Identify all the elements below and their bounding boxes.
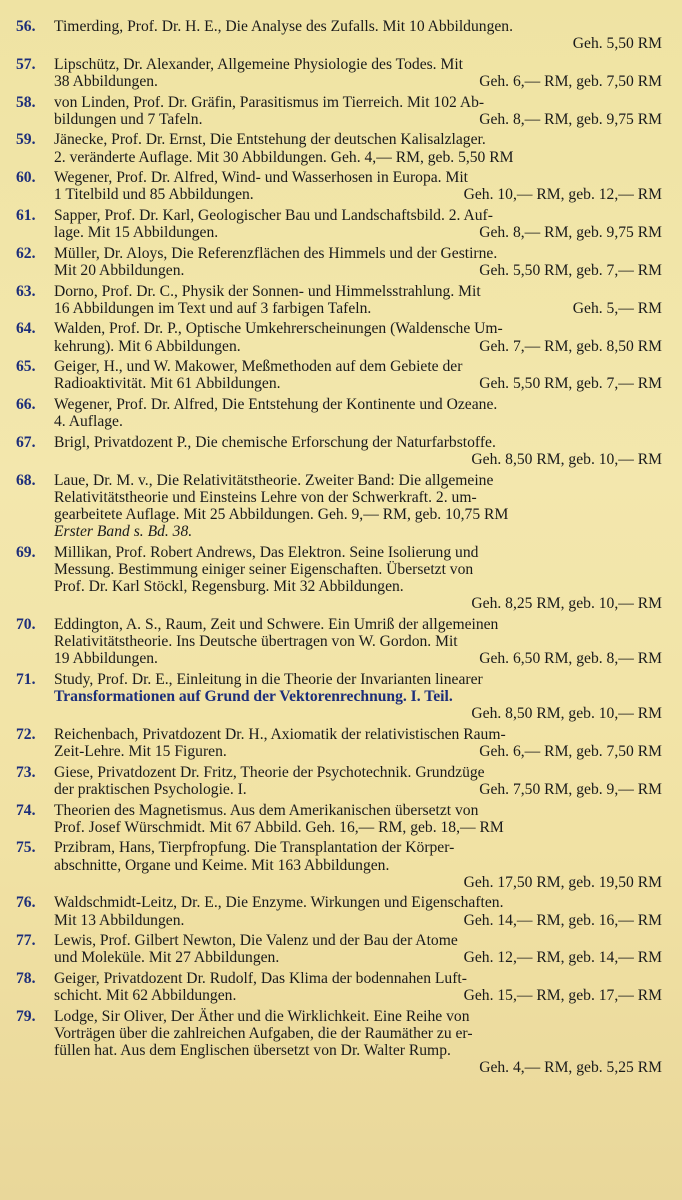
entry-price: Geh. 6,50 RM, geb. 8,— RM bbox=[479, 650, 662, 668]
entry-line: 1 Titelbild und 85 Abbildungen. bbox=[54, 186, 254, 204]
catalog-entry-66 bbox=[16, 396, 662, 430]
entry-note: Erster Band s. Bd. 38. bbox=[54, 523, 193, 541]
entry-line: 38 Abbildungen. bbox=[54, 73, 158, 90]
entry-number: 70. bbox=[16, 615, 36, 633]
entry-line: füllen hat. Aus dem Englischen übersetzt von Dr. Walter Rump. bbox=[54, 1042, 451, 1060]
entry-price: Geh. 5,50 RM, geb. 7,— RM bbox=[479, 261, 662, 279]
entry-number: 77. bbox=[16, 932, 36, 950]
entry-line: Zeit-Lehre. Mit 15 Figuren. bbox=[54, 743, 227, 761]
catalog-entry-64 bbox=[16, 320, 662, 354]
entry-price: Geh. 5,— RM bbox=[572, 299, 662, 317]
entry-line: Geiger, Privatdozent Dr. Rudolf, Das Klima der bodennahen Luft- bbox=[54, 969, 467, 987]
entry-number: 62. bbox=[16, 244, 36, 262]
entry-line: Müller, Dr. Aloys, Die Referenzflächen des Himmels und der Gestirne. bbox=[54, 244, 498, 262]
entry-number: 59. bbox=[16, 131, 36, 149]
entry-line: 19 Abbildungen. bbox=[54, 650, 158, 668]
entry-number: 63. bbox=[16, 282, 36, 300]
entry-price: Geh. 8,50 RM, geb. 10,— RM bbox=[471, 450, 662, 468]
entry-price: Geh. 14,— RM, geb. 16,— RM bbox=[463, 911, 662, 929]
entry-line: Reichenbach, Privatdozent Dr. H., Axiomatik der relativistischen Raum- bbox=[54, 725, 506, 743]
catalog-entry-74 bbox=[16, 802, 662, 836]
catalog-entry-68 bbox=[16, 472, 662, 541]
entry-line: Relativitätstheorie und Einsteins Lehre von der Schwerkraft. 2. um- bbox=[54, 488, 477, 506]
entry-line: kehrung). Mit 6 Abbildungen. bbox=[54, 337, 241, 355]
entry-line: Waldschmidt-Leitz, Dr. E., Die Enzyme. Wirkungen und Eigenschaften. bbox=[54, 894, 504, 912]
entry-line: gearbeitete Auflage. Mit 25 Abbildungen. Geh. 9,— RM, geb. 10,75 RM bbox=[54, 505, 509, 523]
entry-price: Geh. 7,50 RM, geb. 9,— RM bbox=[479, 780, 662, 798]
entry-number: 73. bbox=[16, 763, 36, 781]
catalog-entry-63 bbox=[16, 283, 662, 317]
entry-line: bildungen und 7 Tafeln. bbox=[54, 110, 203, 128]
entry-line: Walden, Prof. Dr. P., Optische Umkehrerscheinungen (Waldensche Um- bbox=[54, 320, 503, 338]
entry-line: Jänecke, Prof. Dr. Ernst, Die Entstehung der deutschen Kalisalzlager. bbox=[54, 131, 486, 149]
entry-line: Giese, Privatdozent Dr. Fritz, Theorie der Psychotechnik. Grundzüge bbox=[54, 763, 485, 781]
entry-line: Wegener, Prof. Dr. Alfred, Wind- und Wasserhosen in Europa. Mit bbox=[54, 169, 469, 187]
entry-line: von Linden, Prof. Dr. Gräfin, Parasitismus im Tierreich. Mit 102 Ab- bbox=[54, 93, 485, 111]
catalog-entry-67 bbox=[16, 434, 662, 468]
entry-number: 79. bbox=[16, 1007, 36, 1025]
entry-number: 76. bbox=[16, 894, 36, 912]
entry-number: 64. bbox=[16, 320, 36, 338]
catalog-entry-70 bbox=[16, 616, 662, 668]
entry-line: Timerding, Prof. Dr. H. E., Die Analyse des Zufalls. Mit 10 Abbildungen. bbox=[54, 18, 513, 35]
entry-line: Przibram, Hans, Tierpfropfung. Die Transplantation der Körper- bbox=[54, 839, 455, 857]
catalog-entry-61 bbox=[16, 207, 662, 241]
catalog-entry-59 bbox=[16, 131, 662, 165]
entry-line: Transformationen auf Grund der Vektorenrechnung. I. Teil. bbox=[54, 688, 453, 706]
catalog-entry-60 bbox=[16, 169, 662, 203]
entry-number: 74. bbox=[16, 801, 36, 819]
entry-line: Eddington, A. S., Raum, Zeit und Schwere. Ein Umriß der allgemeinen bbox=[54, 615, 499, 633]
catalog-entry-57 bbox=[16, 56, 662, 90]
entry-line: 2. veränderte Auflage. Mit 30 Abbildungen. Geh. 4,— RM, geb. 5,50 RM bbox=[54, 148, 514, 166]
entry-number: 61. bbox=[16, 206, 36, 224]
entry-price: Geh. 8,50 RM, geb. 10,— RM bbox=[471, 705, 662, 723]
entry-number: 57. bbox=[16, 55, 36, 73]
entry-line: Messung. Bestimmung einiger seiner Eigenschaften. Übersetzt von bbox=[54, 560, 474, 578]
catalog-entry-73 bbox=[16, 764, 662, 798]
entry-line: Relativitätstheorie. Ins Deutsche übertragen von W. Gordon. Mit bbox=[54, 633, 458, 651]
entry-price: Geh. 7,— RM, geb. 8,50 RM bbox=[479, 337, 662, 355]
entry-line: Wegener, Prof. Dr. Alfred, Die Entstehung der Kontinente und Ozeane. bbox=[54, 395, 498, 413]
entry-number: 68. bbox=[16, 471, 36, 489]
catalog-entry-58 bbox=[16, 94, 662, 128]
entry-line: Prof. Josef Würschmidt. Mit 67 Abbild. Geh. 16,— RM, geb. 18,— RM bbox=[54, 818, 504, 836]
entry-price: Geh. 6,— RM, geb. 7,50 RM bbox=[479, 743, 662, 761]
entry-line: Vorträgen über die zahlreichen Aufgaben, die der Raumäther zu er- bbox=[54, 1024, 473, 1042]
entry-number: 71. bbox=[16, 670, 36, 688]
entry-number: 58. bbox=[16, 93, 36, 111]
entry-number: 69. bbox=[16, 543, 36, 561]
entry-line: Prof. Dr. Karl Stöckl, Regensburg. Mit 32 Abbildungen. bbox=[54, 578, 404, 596]
entry-line: Study, Prof. Dr. E., Einleitung in die Theorie der Invarianten linearer bbox=[54, 670, 483, 688]
entry-line: Dorno, Prof. Dr. C., Physik der Sonnen- und Himmelsstrahlung. Mit bbox=[54, 282, 481, 300]
entry-line: lage. Mit 15 Abbildungen. bbox=[54, 224, 219, 242]
entry-price: Geh. 12,— RM, geb. 14,— RM bbox=[463, 949, 662, 967]
catalog-entry-77 bbox=[16, 932, 662, 966]
entry-price: Geh. 17,50 RM, geb. 19,50 RM bbox=[463, 873, 662, 891]
entry-price: Geh. 4,— RM, geb. 5,25 RM bbox=[479, 1059, 662, 1077]
entry-line: 4. Auflage. bbox=[54, 413, 123, 431]
entry-number: 67. bbox=[16, 433, 36, 451]
entry-line: Theorien des Magnetismus. Aus dem Amerikanischen übersetzt von bbox=[54, 801, 479, 819]
catalog-entry-62 bbox=[16, 245, 662, 279]
entry-price: Geh. 15,— RM, geb. 17,— RM bbox=[463, 987, 662, 1005]
entry-number: 78. bbox=[16, 969, 36, 987]
entry-number: 65. bbox=[16, 358, 36, 376]
entry-number: 66. bbox=[16, 395, 36, 413]
entry-price: Geh. 5,50 RM bbox=[572, 35, 662, 53]
catalog-entry-56 bbox=[16, 18, 662, 52]
entry-line: und Moleküle. Mit 27 Abbildungen. bbox=[54, 949, 280, 967]
catalog-entry-76 bbox=[16, 894, 662, 928]
entry-line: Lewis, Prof. Gilbert Newton, Die Valenz und der Bau der Atome bbox=[54, 932, 458, 950]
entry-price: Geh. 5,50 RM, geb. 7,— RM bbox=[479, 375, 662, 393]
entry-price: Geh. 8,— RM, geb. 9,75 RM bbox=[479, 110, 662, 128]
catalog-entry-65 bbox=[16, 358, 662, 392]
entry-line: der praktischen Psychologie. I. bbox=[54, 780, 247, 798]
entry-number: 56. bbox=[16, 18, 36, 35]
entry-line: Millikan, Prof. Robert Andrews, Das Elektron. Seine Isolierung und bbox=[54, 543, 479, 561]
entry-price: Geh. 10,— RM, geb. 12,— RM bbox=[463, 186, 662, 204]
entry-number: 75. bbox=[16, 839, 36, 857]
entry-line: 16 Abbildungen im Text und auf 3 farbigen Tafeln. bbox=[54, 299, 372, 317]
entry-line: Brigl, Privatdozent P., Die chemische Erforschung der Naturfarbstoffe. bbox=[54, 433, 496, 451]
catalog-entry-75 bbox=[16, 839, 662, 891]
entry-line: Mit 13 Abbildungen. bbox=[54, 911, 185, 929]
entry-number: 72. bbox=[16, 725, 36, 743]
catalog-entry-79 bbox=[16, 1008, 662, 1077]
entry-line: Lipschütz, Dr. Alexander, Allgemeine Physiologie des Todes. Mit bbox=[54, 55, 464, 73]
entry-line: schicht. Mit 62 Abbildungen. bbox=[54, 987, 237, 1005]
entry-price: Geh. 8,25 RM, geb. 10,— RM bbox=[471, 595, 662, 613]
catalog-entry-71 bbox=[16, 671, 662, 723]
entry-line: Mit 20 Abbildungen. bbox=[54, 261, 185, 279]
entry-line: Radioaktivität. Mit 61 Abbildungen. bbox=[54, 375, 281, 393]
entry-line: abschnitte, Organe und Keime. Mit 163 Abbildungen. bbox=[54, 856, 390, 874]
entry-line: Sapper, Prof. Dr. Karl, Geologischer Bau und Landschaftsbild. 2. Auf- bbox=[54, 206, 493, 224]
catalog-entry-72 bbox=[16, 726, 662, 760]
entry-price: Geh. 6,— RM, geb. 7,50 RM bbox=[479, 73, 662, 90]
catalog-entry-78 bbox=[16, 970, 662, 1004]
entry-line: Laue, Dr. M. v., Die Relativitätstheorie. Zweiter Band: Die allgemeine bbox=[54, 471, 494, 489]
entry-price: Geh. 8,— RM, geb. 9,75 RM bbox=[479, 224, 662, 242]
entry-line: Lodge, Sir Oliver, Der Äther und die Wirklichkeit. Eine Reihe von bbox=[54, 1007, 470, 1025]
catalog-entry-69 bbox=[16, 544, 662, 613]
entry-number: 60. bbox=[16, 169, 36, 187]
entry-line: Geiger, H., und W. Makower, Meßmethoden auf dem Gebiete der bbox=[54, 358, 463, 376]
